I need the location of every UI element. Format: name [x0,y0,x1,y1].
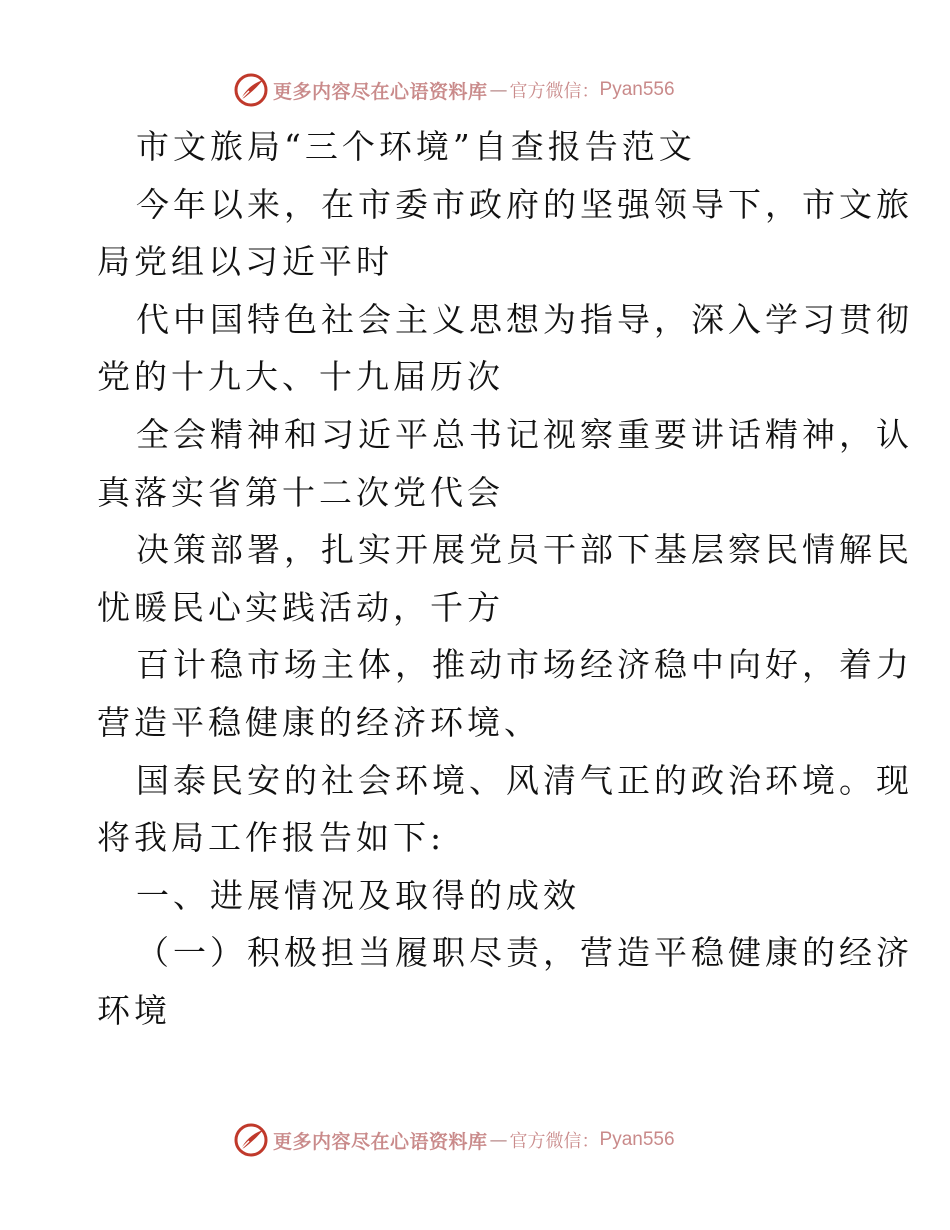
paragraph-line: 代中国特色社会主义思想为指导，深入学习贯彻 [136,299,913,339]
paragraph-line: 真落实省第十二次党代会 [97,472,504,512]
paragraph-line: 将我局工作报告如下: [97,818,446,858]
brand-text: 更多内容尽在心语资料库 [273,80,488,103]
paragraph-line: 忧暖民心实践活动，千方 [97,587,504,627]
paragraph-line: 国泰民安的社会环境、风清气正的政治环境。现 [136,760,913,800]
banner-separator: — [489,1129,508,1151]
paragraph-line: 今年以来，在市委市政府的坚强领导下，市文旅 [136,184,913,224]
paragraph-line: 决策部署，扎实开展党员干部下基层察民情解民 [136,530,913,570]
wechat-id: Pyan556 [599,1129,675,1150]
banner-separator: — [489,79,508,101]
document-title: 市文旅局“三个环境”自查报告范文 [136,127,696,166]
paragraph-line: 营造平稳健康的经济环境、 [97,702,541,742]
document-body [97,118,913,1040]
header-watermark-banner [233,70,675,110]
section-heading: 一、进展情况及取得的成效 [136,875,580,915]
brand-text: 更多内容尽在心语资料库 [273,1130,488,1153]
subsection-heading: （一）积极担当履职尽责，营造平稳健康的经济 [136,933,913,973]
wechat-label: 官方微信： [509,81,600,102]
footer-watermark-banner [233,1120,675,1160]
wechat-id: Pyan556 [599,79,675,100]
subsection-heading-continued: 环境 [97,990,171,1030]
quill-logo-icon [233,1122,269,1158]
wechat-label: 官方微信： [509,1131,600,1152]
paragraph-line: 党的十九大、十九届历次 [97,357,504,397]
quill-logo-icon [233,72,269,108]
paragraph-line: 全会精神和习近平总书记视察重要讲话精神，认 [136,414,913,454]
paragraph-line: 局党组以习近平时 [97,242,393,282]
paragraph-line: 百计稳市场主体，推动市场经济稳中向好，着力 [136,645,913,685]
